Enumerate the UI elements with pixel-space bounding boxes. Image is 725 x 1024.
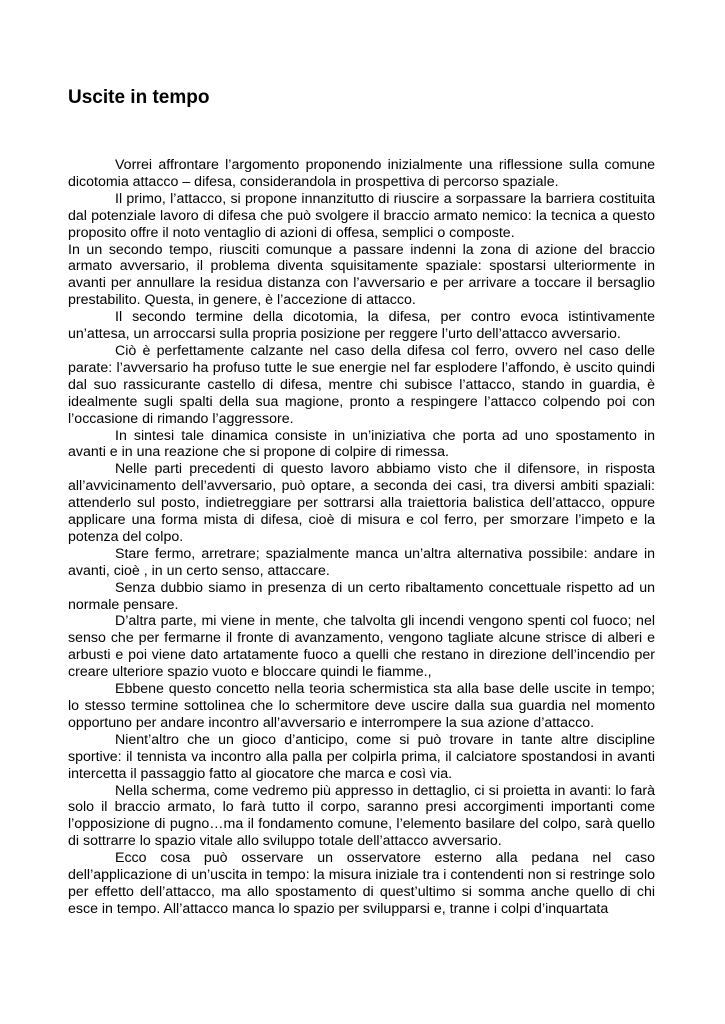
paragraph: Ebbene questo concetto nella teoria schermistica sta alla base delle uscite in tempo; lo stesso termine sottolinea che lo schermitore deve uscire dalla sua guardia nel momento opportuno per andare incontro all’avversario e interrompere la sua azione d’attacco. bbox=[68, 681, 655, 731]
paragraph: Senza dubbio siamo in presenza di un certo ribaltamento concettuale rispetto ad un normale pensare. bbox=[68, 579, 655, 613]
paragraph: Vorrei affrontare l’argomento proponendo inizialmente una riflessione sulla comune dicotomia attacco – difesa, considerandola in prospettiva di percorso spaziale. bbox=[68, 157, 655, 190]
document-title: Uscite in tempo bbox=[68, 87, 210, 108]
paragraph: Il primo, l’attacco, si propone innanzitutto di riuscire a sorpassare la barriera costituita dal potenziale lavoro di difesa che può svolgere il braccio armato nemico: la tecnica a questo proposito offre il noto ventaglio di azioni di offesa, semplici o composte. bbox=[68, 190, 655, 241]
paragraph: Ecco cosa può osservare un osservatore esterno alla pedana nel caso dell’applicazione di un’uscita in tempo: la misura iniziale tra i contendenti non si restringe solo per effetto dell’attacco, ma allo spostamento di quest’ultimo si somma anche quello di chi esce in tempo. All’attacco manca lo spazio per svilupparsi e, tranne i colpi d’inquartata bbox=[68, 850, 655, 917]
paragraph: In un secondo tempo, riusciti comunque a passare indenni la zona di azione del braccio armato avversario, il problema diventa squisitamente spaziale: spostarsi ulteriormente in avanti per annullare la residua distanza con l’avversario e per arrivare a toccare il bersaglio prestabilito. Questa, in genere, è l’accezione di attacco. bbox=[68, 241, 655, 309]
paragraph: In sintesi tale dinamica consiste in un’iniziativa che porta ad uno spostamento in avanti e in una reazione che si propone di colpire di rimessa. bbox=[68, 427, 655, 461]
paragraph: Nella scherma, come vedremo più appresso in dettaglio, ci si proietta in avanti: lo farà solo il braccio armato, lo farà tutto il corpo, saranno presi accorgimenti importanti come l’opposizione di pugno…ma il fondamento comune, l’elemento basilare del colpo, sarà quello di sottrarre lo spazio vitale allo sviluppo totale dell’attacco avversario. bbox=[68, 782, 655, 850]
document-body bbox=[68, 157, 655, 918]
paragraph: Il secondo termine della dicotomia, la difesa, per contro evoca istintivamente un’attesa, un arroccarsi sulla propria posizione per reggere l’urto dell’attacco avversario. bbox=[68, 309, 655, 343]
paragraph: Stare fermo, arretrare; spazialmente manca un’altra alternativa possibile: andare in avanti, cioè , in un certo senso, attaccare. bbox=[68, 545, 655, 579]
paragraph: D’altra parte, mi viene in mente, che talvolta gli incendi vengono spenti col fuoco; nel senso che per fermarne il fronte di avanzamento, vengono tagliate alcune strisce di alberi e arbusti e poi viene dato artatamente fuoco a quelli che restano in direzione dell’incendio per creare ulteriore spazio vuoto e bloccare quindi le fiamme., bbox=[68, 613, 655, 681]
paragraph: Ciò è perfettamente calzante nel caso della difesa col ferro, ovvero nel caso delle parate: l’avversario ha profuso tutte le sue energie nel far esplodere l’affondo, è uscito quindi dal suo rassicurante castello di difesa, mentre chi subisce l’attacco, stando in guardia, è idealmente sugli spalti della sua magione, pronto a respingere l’attacco colpendo poi con l’occasione di rimando l’aggressore. bbox=[68, 342, 655, 427]
paragraph: Nient’altro che un gioco d’anticipo, come si può trovare in tante altre discipline sportive: il tennista va incontro alla palla per colpirla prima, il calciatore spostandosi in avanti intercetta il passaggio fatto al giocatore che marca e così via. bbox=[68, 731, 655, 782]
paragraph: Nelle parti precedenti di questo lavoro abbiamo visto che il difensore, in risposta all’avvicinamento dell’avversario, può optare, a seconda dei casi, tra diversi ambiti spaziali: attenderlo sul posto, indietreggiare per sottrarsi alla traiettoria balistica dell’attacco, oppure applicare una forma mista di difesa, cioè di misura e col ferro, per smorzare l’impeto e la potenza del colpo. bbox=[68, 461, 655, 545]
